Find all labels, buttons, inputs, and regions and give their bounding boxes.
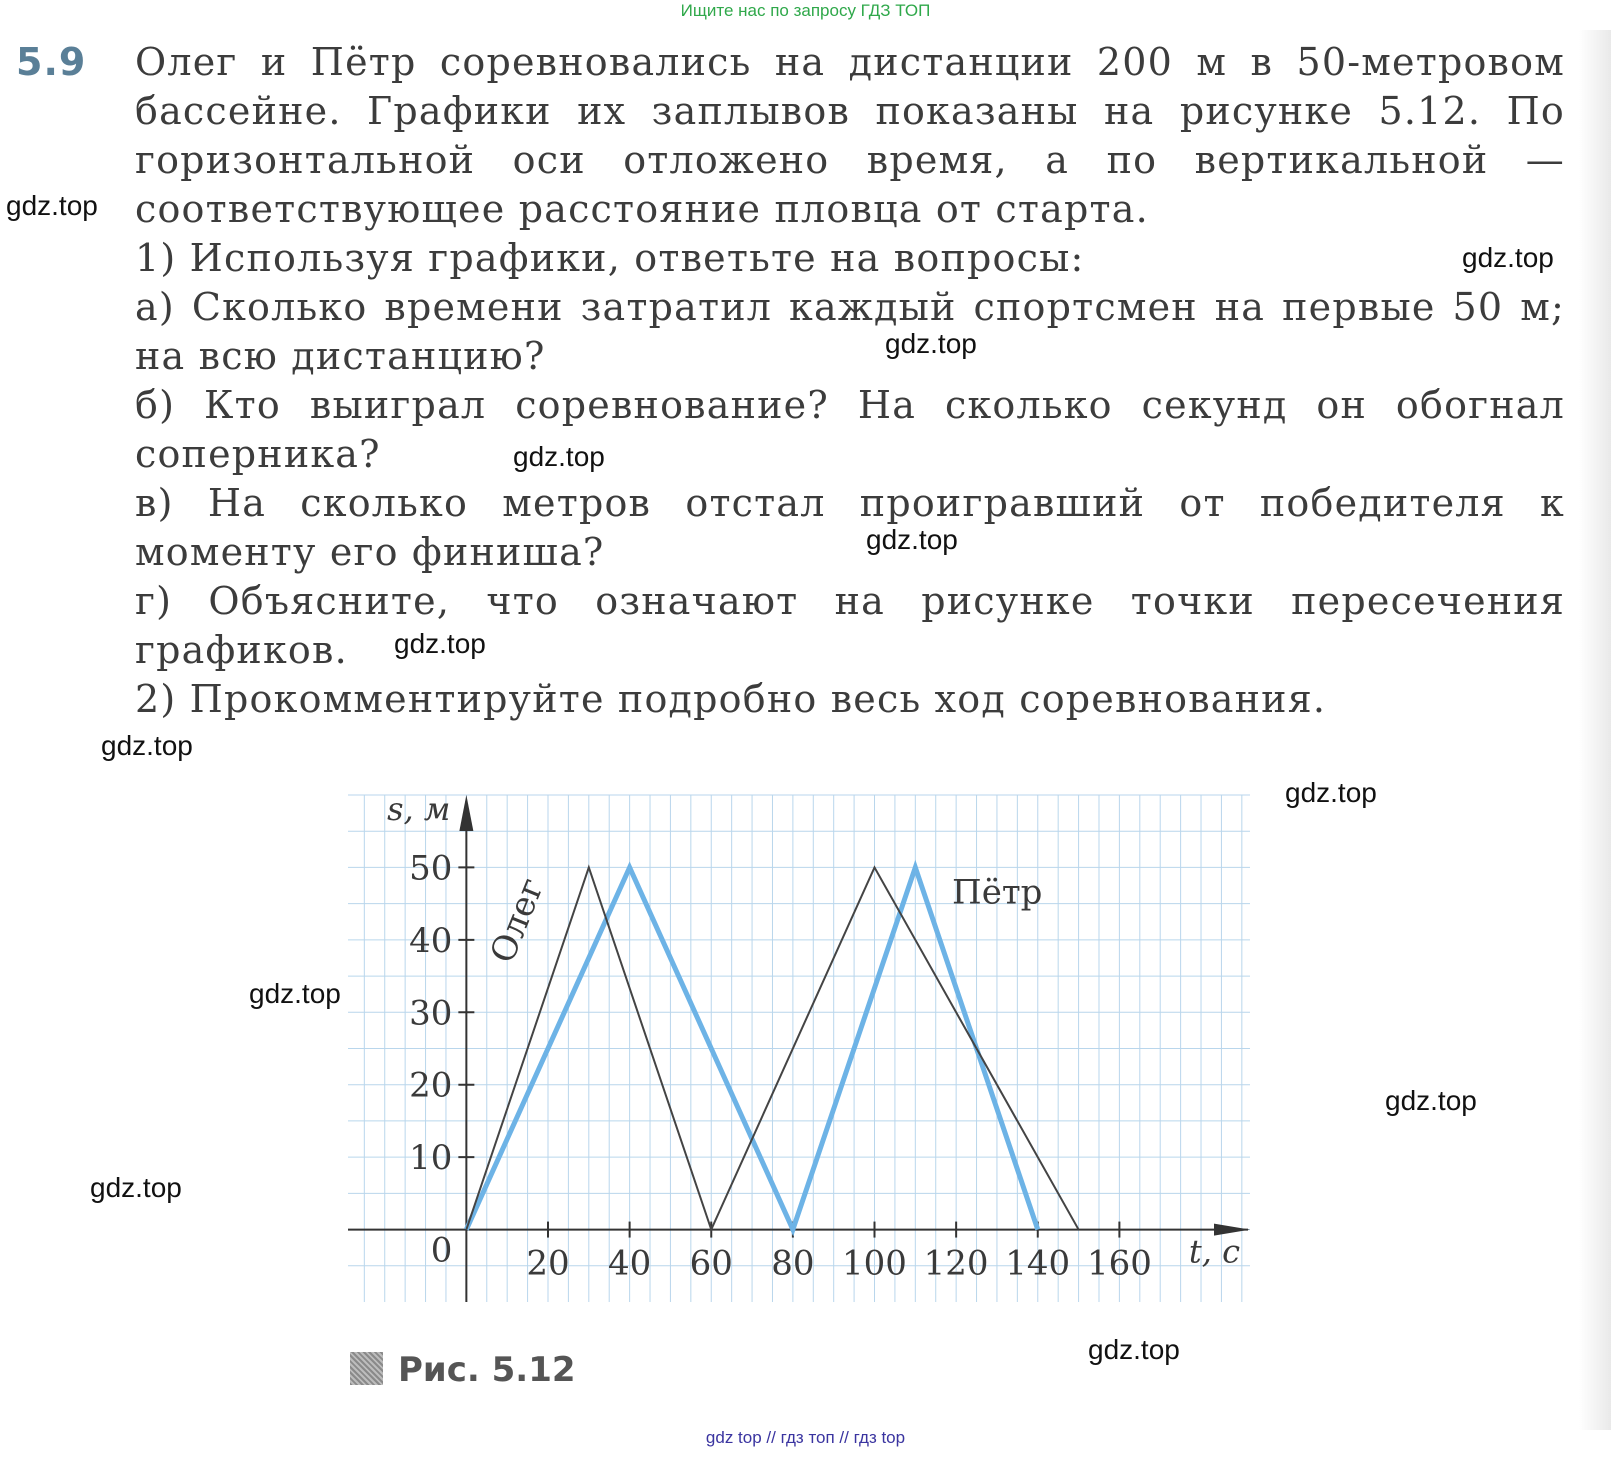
x-tick-label: 80 xyxy=(771,1243,815,1284)
watermark: gdz.top xyxy=(866,524,958,555)
question-2: 2) Прокомментируйте подробно весь ход соревнования. xyxy=(135,677,1327,721)
watermark: gdz.top xyxy=(1462,242,1554,273)
y-tick-label: 50 xyxy=(409,848,453,889)
watermark: gdz.top xyxy=(101,730,193,761)
y-tick-label: 20 xyxy=(409,1065,453,1106)
x-tick-label: 140 xyxy=(1005,1243,1071,1284)
x-tick-label: 60 xyxy=(689,1243,733,1284)
origin-label: 0 xyxy=(430,1230,453,1271)
series-label-petr: Пётр xyxy=(952,872,1043,913)
y-axis-arrow xyxy=(459,795,473,831)
question-1a: а) Сколько времени затратил каждый спортсмен на первые 50 м; на всю дистанцию? xyxy=(135,285,1565,378)
top-banner: Ищите нас по запросу ГДЗ ТОП xyxy=(680,1,931,20)
figure-caption xyxy=(350,1350,576,1390)
task-number: 5.9 xyxy=(16,40,87,84)
watermark: gdz.top xyxy=(513,441,605,472)
x-tick-label: 20 xyxy=(526,1243,570,1284)
page-edge-shadow xyxy=(1579,30,1611,1430)
question-1b: б) Кто выиграл соревнование? На сколько секунд он обогнал соперника? xyxy=(135,383,1565,476)
series-label-oleg: Олег xyxy=(482,872,553,969)
watermark: gdz.top xyxy=(1088,1334,1180,1365)
watermark: gdz.top xyxy=(249,978,341,1009)
x-tick-label: 100 xyxy=(842,1243,907,1284)
watermark: gdz.top xyxy=(1285,777,1377,808)
watermark: gdz.top xyxy=(1385,1085,1477,1116)
bottom-banner: gdz top // гдз топ // гдз top xyxy=(705,1428,906,1447)
x-tick-label: 160 xyxy=(1086,1243,1152,1284)
x-tick-label: 120 xyxy=(923,1243,989,1284)
y-tick-label: 40 xyxy=(409,920,453,961)
x-tick-label: 40 xyxy=(607,1243,652,1284)
watermark: gdz.top xyxy=(6,190,98,221)
task-statement: Олег и Пётр соревновались на дистанции 200 м в 50-метровом бассейне. Графики их заплывов показаны на рисунке 5.12. По горизонтальной оси отложено время, а по вертикальной — соответствующее расстояние пловца от старта. xyxy=(135,40,1565,231)
y-tick-label: 10 xyxy=(409,1138,453,1179)
watermark: gdz.top xyxy=(90,1172,182,1203)
y-axis-label: s, м xyxy=(387,790,451,828)
question-1d: г) Объясните, что означают на рисунке точки пересечения графиков. xyxy=(135,579,1565,672)
watermark: gdz.top xyxy=(394,628,486,659)
figure-caption-text: Рис. 5.12 xyxy=(398,1350,576,1390)
question-1c: в) На сколько метров отстал проигравший от победителя к моменту его финиша? xyxy=(135,481,1565,574)
y-tick-label: 30 xyxy=(409,993,453,1034)
question-1: 1) Используя графики, ответьте на вопросы: xyxy=(135,236,1085,280)
x-axis-label: t, с xyxy=(1188,1232,1240,1271)
chart-grid xyxy=(348,795,1250,1302)
watermark: gdz.top xyxy=(885,328,977,359)
